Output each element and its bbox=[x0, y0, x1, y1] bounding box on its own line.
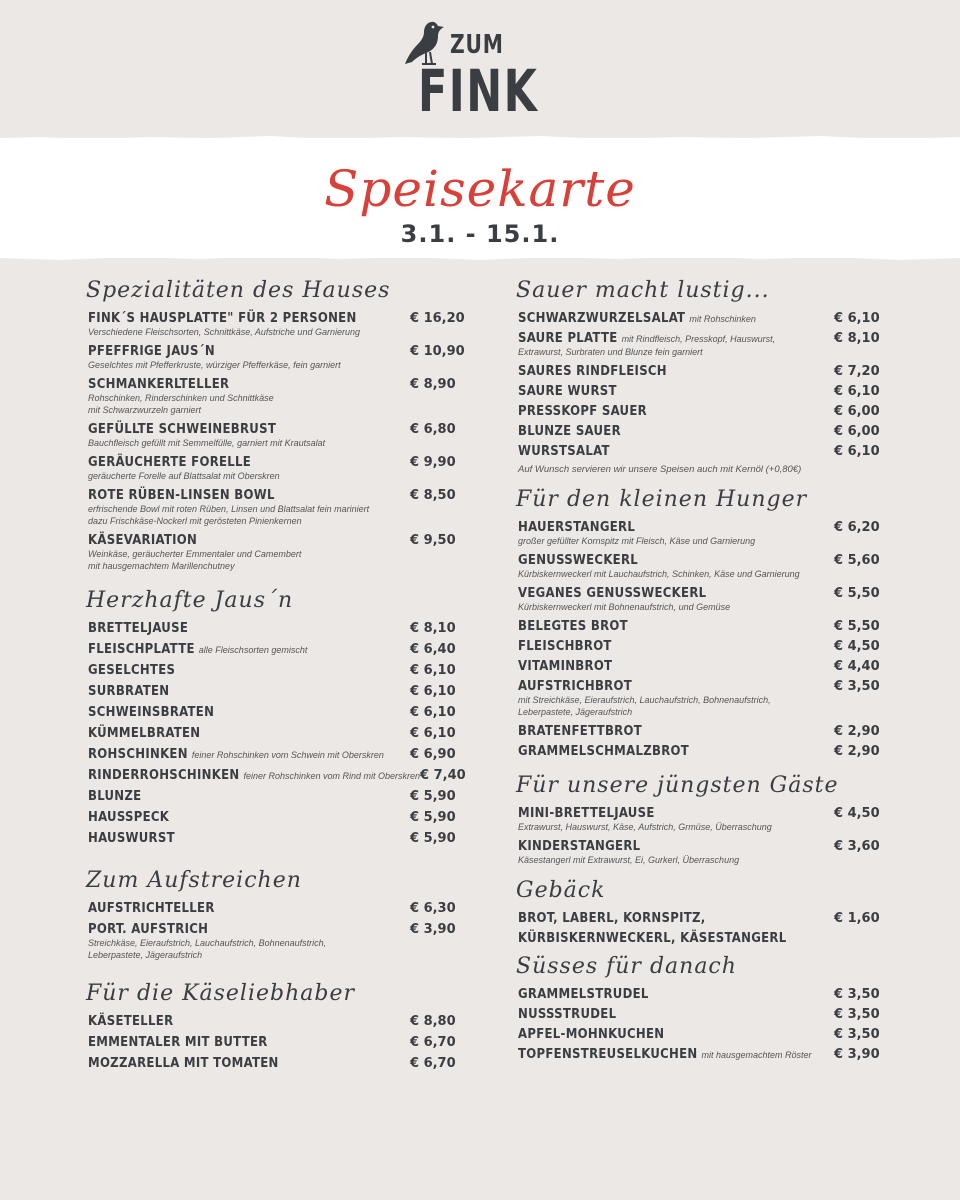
item-name bbox=[88, 488, 275, 503]
item-name bbox=[518, 364, 667, 379]
section-title: Spezialitäten des Hauses bbox=[86, 278, 391, 303]
item-name bbox=[518, 806, 655, 821]
item-name bbox=[518, 1047, 812, 1062]
item-price: € 6,10 bbox=[834, 444, 880, 459]
menu-item bbox=[518, 679, 880, 718]
item-description: Kürbiskernweckerl mit Bohnenaufstrich, und Gemüse bbox=[518, 602, 731, 612]
item-name bbox=[518, 987, 649, 1002]
item-name-text: KÄSETELLER bbox=[88, 1014, 174, 1029]
menu-item bbox=[88, 901, 456, 916]
menu-item bbox=[518, 364, 880, 379]
menu-item bbox=[88, 663, 456, 678]
menu-item bbox=[88, 488, 456, 527]
menu-item bbox=[518, 806, 880, 833]
item-description: großer gefüllter Kornspitz mit Fleisch, Käse und Garnierung bbox=[518, 536, 756, 546]
item-price: € 3,90 bbox=[410, 922, 456, 937]
item-price: € 3,50 bbox=[834, 1027, 880, 1042]
item-name-text: BRETTELJAUSE bbox=[88, 621, 189, 636]
item-name bbox=[518, 1027, 664, 1042]
item-price: € 3,60 bbox=[834, 839, 880, 854]
item-price: € 5,50 bbox=[834, 586, 880, 601]
item-price: € 6,00 bbox=[834, 424, 880, 439]
item-price: € 2,90 bbox=[834, 724, 880, 739]
menu-item bbox=[518, 911, 880, 926]
item-description: Bauchfleisch gefüllt mit Semmelfülle, garniert mit Krautsalat bbox=[88, 438, 326, 448]
item-name-text: FLEISCHPLATTE bbox=[88, 642, 195, 657]
item-name-text: BLUNZE bbox=[88, 789, 142, 804]
item-inline-description: mit hausgemachtem Röster bbox=[701, 1050, 812, 1060]
item-name-text: NUSSSTRUDEL bbox=[518, 1007, 617, 1022]
item-inline-description: mit Rohschinken bbox=[689, 314, 756, 324]
item-price: € 6,10 bbox=[834, 311, 880, 326]
menu-item bbox=[518, 444, 880, 459]
section-title: Süsses für danach bbox=[516, 954, 737, 979]
menu-item bbox=[88, 1035, 456, 1050]
item-name-text: FINK´S HAUSPLATTE" FÜR 2 PERSONEN bbox=[88, 311, 357, 326]
item-price: € 6,70 bbox=[410, 1035, 456, 1050]
menu-item bbox=[518, 619, 880, 634]
item-inline-description: feiner Rohschinken vom Schwein mit Oberskren bbox=[191, 750, 384, 760]
item-name bbox=[88, 684, 169, 699]
item-price: € 4,50 bbox=[834, 806, 880, 821]
item-name-text: GERÄUCHERTE FORELLE bbox=[88, 455, 252, 470]
item-name bbox=[88, 377, 229, 392]
item-name bbox=[518, 384, 617, 399]
item-name-text: GRAMMELSCHMALZBROT bbox=[518, 744, 690, 759]
menu-item bbox=[518, 384, 880, 399]
item-inline-description: alle Fleischsorten gemischt bbox=[198, 645, 308, 655]
item-name bbox=[518, 1007, 616, 1022]
item-price: € 5,90 bbox=[410, 810, 456, 825]
menu-item bbox=[88, 642, 456, 657]
item-name bbox=[518, 659, 612, 674]
item-price: € 2,90 bbox=[834, 744, 880, 759]
section-title: Für unsere jüngsten Gäste bbox=[516, 773, 839, 798]
menu-section bbox=[86, 588, 466, 846]
item-description: mit Streichkäse, Eieraufstrich, Lauchaufstrich, Bohnenaufstrich, Leberpastete, Jägeraufstrich bbox=[518, 695, 771, 717]
menu-section bbox=[86, 278, 465, 572]
section-title: Zum Aufstreichen bbox=[86, 868, 302, 893]
item-name bbox=[88, 831, 175, 846]
item-description: Extrawurst, Hauswurst, Käse, Aufstrich, Grmüse, Überraschung bbox=[518, 822, 772, 832]
item-name bbox=[518, 404, 647, 419]
item-price: € 6,10 bbox=[834, 384, 880, 399]
item-name bbox=[518, 911, 706, 926]
menu-section bbox=[518, 278, 880, 475]
item-name bbox=[518, 619, 628, 634]
item-description: Käsestangerl mit Extrawurst, Ei, Gurkerl, Überraschung bbox=[518, 855, 740, 865]
item-price: € 3,50 bbox=[834, 679, 880, 694]
menu-item bbox=[518, 659, 880, 674]
menu-item bbox=[88, 922, 456, 961]
item-price: € 5,90 bbox=[410, 789, 456, 804]
item-price: € 3,50 bbox=[834, 1007, 880, 1022]
item-name-text: EMMENTALER MIT BUTTER bbox=[88, 1035, 268, 1050]
menu-item bbox=[518, 839, 880, 866]
menu-item bbox=[518, 424, 880, 439]
item-description: erfrischende Bowl mit roten Rüben, Linsen und Blattsalat fein mariniert dazu Frischkäse-Nockerl mit gerösteten Pinienkernen bbox=[88, 504, 370, 526]
item-name bbox=[88, 663, 175, 678]
menu-item bbox=[88, 768, 466, 783]
item-price: € 8,80 bbox=[410, 1014, 456, 1029]
item-price: € 8,10 bbox=[834, 331, 880, 346]
item-name-text: SCHWEINSBRATEN bbox=[88, 705, 215, 720]
section-title: Für den kleinen Hunger bbox=[516, 487, 808, 512]
menu-section bbox=[518, 487, 880, 759]
menu-title: Speisekarte bbox=[324, 160, 636, 218]
menu-item bbox=[518, 1027, 880, 1042]
menu-item bbox=[518, 311, 880, 326]
item-name bbox=[518, 311, 756, 326]
item-name bbox=[88, 422, 276, 437]
item-name-text: HAUSWURST bbox=[88, 831, 175, 846]
item-price: € 6,90 bbox=[410, 747, 456, 762]
item-price: € 8,90 bbox=[410, 377, 456, 392]
logo bbox=[404, 18, 544, 130]
item-name-text: VITAMINBROT bbox=[518, 659, 613, 674]
menu-item bbox=[518, 987, 880, 1002]
item-name bbox=[88, 621, 188, 636]
item-price: € 4,50 bbox=[834, 639, 880, 654]
item-name bbox=[518, 444, 610, 459]
menu-section bbox=[518, 954, 880, 1062]
item-name-text: KÜRBISKERNWECKERL, KÄSESTANGERL bbox=[518, 931, 787, 946]
section-title: Gebäck bbox=[516, 878, 606, 903]
menu-item bbox=[88, 726, 456, 741]
item-name-text: WURSTSALAT bbox=[518, 444, 610, 459]
menu-item bbox=[518, 931, 880, 946]
menu-item bbox=[518, 520, 880, 547]
header bbox=[0, 0, 960, 140]
item-name bbox=[88, 922, 208, 937]
torn-edge-bottom bbox=[0, 254, 960, 262]
item-price: € 3,50 bbox=[834, 987, 880, 1002]
logo-bottom-text: FINK bbox=[418, 57, 539, 125]
item-name-text: GESELCHTES bbox=[88, 663, 176, 678]
item-name bbox=[88, 726, 200, 741]
item-name-text: KÄSEVARIATION bbox=[88, 533, 198, 548]
item-name-text: SCHMANKERLTELLER bbox=[88, 377, 230, 392]
menu-item bbox=[518, 331, 880, 358]
item-name-text: FLEISCHBROT bbox=[518, 639, 612, 654]
item-price: € 6,20 bbox=[834, 520, 880, 535]
item-name-text: BROT, LABERL, KORNSPITZ, bbox=[518, 911, 706, 926]
item-price: € 5,90 bbox=[410, 831, 456, 846]
item-price: € 10,90 bbox=[410, 344, 465, 359]
menu-item bbox=[518, 553, 880, 580]
section-title: Für die Käseliebhaber bbox=[86, 981, 356, 1006]
item-price: € 16,20 bbox=[410, 311, 465, 326]
menu-item bbox=[88, 789, 456, 804]
item-price: € 5,60 bbox=[834, 553, 880, 568]
item-description: geräucherte Forelle auf Blattsalat mit Oberskren bbox=[88, 471, 280, 481]
section-title: Herzhafte Jaus´n bbox=[86, 588, 294, 613]
menu-section bbox=[88, 868, 456, 961]
item-name bbox=[518, 586, 706, 601]
item-name-text: AUFSTRICHTELLER bbox=[88, 901, 215, 916]
item-name-text: VEGANES GENUSSWECKERL bbox=[518, 586, 707, 601]
menu-item bbox=[88, 344, 465, 371]
item-name-text: MINI-BRETTELJAUSE bbox=[518, 806, 655, 821]
item-price: € 6,10 bbox=[410, 684, 456, 699]
item-description: Streichkäse, Eieraufstrich, Lauchaufstrich, Bohnenaufstrich, Leberpastete, Jägeraufstrich bbox=[88, 938, 327, 960]
item-inline-description: feiner Rohschinken vom Rind mit Oberskren bbox=[243, 771, 421, 781]
menu-item bbox=[88, 422, 456, 449]
menu-item bbox=[88, 831, 456, 846]
item-name-text: HAUERSTANGERL bbox=[518, 520, 636, 535]
item-name-text: ROHSCHINKEN bbox=[88, 747, 188, 762]
menu-item bbox=[518, 1007, 880, 1022]
item-description: Verschiedene Fleischsorten, Schnittkäse, Aufstriche und Garnierung bbox=[88, 327, 360, 337]
menu-section bbox=[518, 773, 880, 866]
item-name bbox=[88, 901, 215, 916]
item-name bbox=[518, 724, 642, 739]
item-name bbox=[88, 810, 169, 825]
item-name-text: SCHWARZWURZELSALAT bbox=[518, 311, 686, 326]
item-name-text: SAURES RINDFLEISCH bbox=[518, 364, 667, 379]
item-name-text: SURBRATEN bbox=[88, 684, 170, 699]
item-name bbox=[88, 455, 251, 470]
item-name bbox=[518, 331, 775, 346]
item-name bbox=[88, 705, 214, 720]
item-name-text: GEFÜLLTE SCHWEINEBRUST bbox=[88, 422, 277, 437]
item-name-text: HAUSSPECK bbox=[88, 810, 170, 825]
menu-item bbox=[88, 377, 456, 416]
item-name bbox=[518, 639, 612, 654]
item-name bbox=[518, 931, 787, 946]
item-price: € 7,20 bbox=[834, 364, 880, 379]
torn-edge-top bbox=[0, 134, 960, 142]
item-name bbox=[518, 424, 621, 439]
item-name-text: MOZZARELLA MIT TOMATEN bbox=[88, 1056, 279, 1071]
item-price: € 6,10 bbox=[410, 663, 456, 678]
item-price: € 3,90 bbox=[834, 1047, 880, 1062]
menu-column-right bbox=[518, 278, 880, 1067]
menu-item bbox=[88, 311, 465, 338]
menu-item bbox=[88, 533, 456, 572]
menu-item bbox=[88, 455, 456, 482]
item-price: € 6,40 bbox=[410, 642, 456, 657]
item-price: € 7,40 bbox=[420, 768, 466, 783]
menu-section bbox=[518, 878, 880, 946]
menu-item bbox=[88, 705, 456, 720]
menu-item bbox=[518, 404, 880, 419]
item-price: € 4,40 bbox=[834, 659, 880, 674]
item-price: € 6,00 bbox=[834, 404, 880, 419]
item-name-text: TOPFENSTREUSELKUCHEN bbox=[518, 1047, 698, 1062]
item-name-text: PORT. AUFSTRICH bbox=[88, 922, 209, 937]
logo-top-text: ZUM bbox=[450, 30, 504, 60]
item-name bbox=[518, 520, 635, 535]
menu-item bbox=[518, 744, 880, 759]
item-name-text: PRESSKOPF SAUER bbox=[518, 404, 647, 419]
item-name bbox=[88, 1014, 173, 1029]
item-name-text: BLUNZE SAUER bbox=[518, 424, 621, 439]
item-name bbox=[88, 344, 215, 359]
item-name-text: AUFSTRICHBROT bbox=[518, 679, 633, 694]
item-name-text: BELEGTES BROT bbox=[518, 619, 628, 634]
item-name-text: RINDERROHSCHINKEN bbox=[88, 768, 240, 783]
item-name-text: SAURE WURST bbox=[518, 384, 617, 399]
item-description: Weinkäse, geräucherter Emmentaler und Camembert mit hausgemachtem Marillenchutney bbox=[88, 549, 302, 571]
item-name bbox=[518, 839, 640, 854]
item-name bbox=[88, 533, 197, 548]
item-name-text: BRATENFETTBROT bbox=[518, 724, 642, 739]
item-description: Kürbiskernweckerl mit Lauchaufstrich, Schinken, Käse und Garnierung bbox=[518, 569, 800, 579]
item-name bbox=[88, 642, 307, 657]
menu-item bbox=[518, 586, 880, 613]
item-name bbox=[518, 744, 689, 759]
menu-item bbox=[88, 747, 456, 762]
item-price: € 9,90 bbox=[410, 455, 456, 470]
item-name-text: GENUSSWECKERL bbox=[518, 553, 639, 568]
item-price: € 6,80 bbox=[410, 422, 456, 437]
section-note: Auf Wunsch servieren wir unsere Speisen auch mit Kernöl (+0,80€) bbox=[518, 464, 802, 475]
item-description: Geselchtes mit Pfefferkruste, würziger Pfefferkäse, fein garniert bbox=[88, 360, 341, 370]
menu-item bbox=[88, 684, 456, 699]
item-description: Extrawurst, Surbraten und Blunze fein garniert bbox=[518, 347, 703, 357]
item-price: € 6,10 bbox=[410, 726, 456, 741]
item-name-text: GRAMMELSTRUDEL bbox=[518, 987, 649, 1002]
item-name-text: ROTE RÜBEN-LINSEN BOWL bbox=[88, 488, 275, 503]
item-name-text: PFEFFRIGE JAUS´N bbox=[88, 344, 215, 359]
item-price: € 8,10 bbox=[410, 621, 456, 636]
item-name-text: KÜMMELBRATEN bbox=[88, 726, 201, 741]
menu-item bbox=[88, 810, 456, 825]
menu-item bbox=[518, 639, 880, 654]
item-name bbox=[88, 789, 141, 804]
item-inline-description: mit Rindfleisch, Presskopf, Hauswurst, bbox=[621, 334, 776, 344]
menu-item bbox=[518, 724, 880, 739]
item-name bbox=[88, 768, 420, 783]
item-name-text: APFEL-MOHNKUCHEN bbox=[518, 1027, 665, 1042]
item-name bbox=[88, 311, 357, 326]
section-title: Sauer macht lustig... bbox=[516, 278, 770, 303]
item-price: € 6,70 bbox=[410, 1056, 456, 1071]
item-name-text: SAURE PLATTE bbox=[518, 331, 618, 346]
menu-item bbox=[88, 1056, 456, 1071]
item-name bbox=[88, 1056, 279, 1071]
menu-item bbox=[88, 621, 456, 636]
menu-section bbox=[88, 981, 456, 1071]
item-price: € 6,10 bbox=[410, 705, 456, 720]
title-band bbox=[0, 138, 960, 258]
item-name bbox=[518, 679, 632, 694]
menu-item bbox=[518, 1047, 880, 1062]
menu-column-left bbox=[86, 278, 466, 1077]
item-name bbox=[88, 1035, 268, 1050]
item-name bbox=[518, 553, 638, 568]
item-price: € 1,60 bbox=[834, 911, 880, 926]
item-price: € 5,50 bbox=[834, 619, 880, 634]
menu-dates: 3.1. - 15.1. bbox=[400, 220, 560, 248]
item-description: Rohschinken, Rinderschinken und Schnittkäse mit Schwarzwurzeln garniert bbox=[88, 393, 274, 415]
item-price: € 9,50 bbox=[410, 533, 456, 548]
item-name-text: KINDERSTANGERL bbox=[518, 839, 641, 854]
item-name bbox=[88, 747, 384, 762]
item-price: € 6,30 bbox=[410, 901, 456, 916]
item-price: € 8,50 bbox=[410, 488, 456, 503]
menu-item bbox=[88, 1014, 456, 1029]
